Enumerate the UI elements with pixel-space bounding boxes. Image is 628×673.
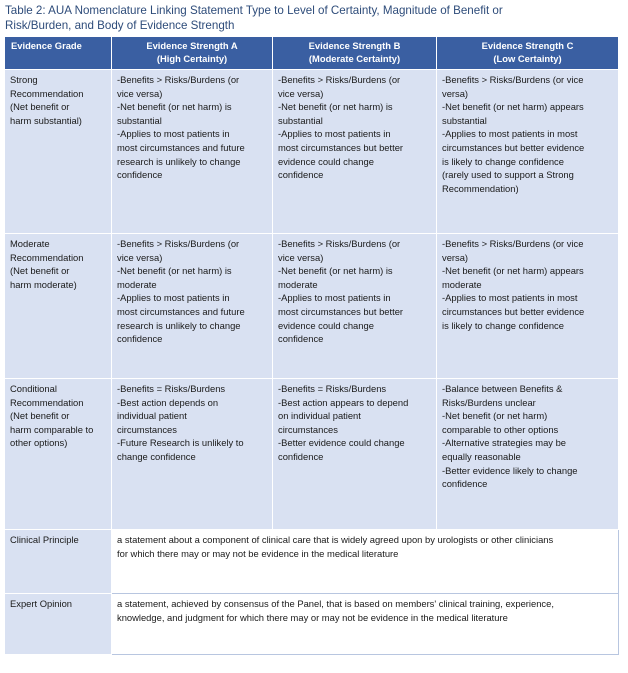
principle-text-line-2: for which there may or may not be evidence in the medical literature <box>117 547 399 559</box>
cell-line: confidence <box>117 169 163 181</box>
cell-line: Recommendation <box>10 396 84 408</box>
header-strength-a-sub: (High Certainty) <box>156 53 228 64</box>
cell-line: -Net benefit (or net harm) appears <box>442 101 584 113</box>
header-strength-b-sub: (Moderate Certainty) <box>308 53 401 64</box>
cell-line: -Net benefit (or net harm) is <box>278 265 393 277</box>
cell-moderate-b <box>273 234 437 379</box>
row-strong <box>5 70 619 234</box>
cell-line: substantial <box>278 114 323 126</box>
principle-text-line-1: a statement about a component of clinical care that is widely agreed upon by urologists or other clinicians <box>117 534 554 545</box>
cell-line: change confidence <box>117 450 196 462</box>
header-strength-b <box>273 37 437 70</box>
cell-line: most circumstances but better <box>278 141 404 153</box>
cell-line: substantial <box>442 114 487 126</box>
cell-line: versa) <box>442 251 469 263</box>
cell-line: is likely to change confidence <box>442 155 564 167</box>
cell-line: confidence <box>278 169 324 181</box>
cell-line: harm comparable to <box>10 423 94 435</box>
cell-line: individual patient <box>117 410 187 422</box>
cell-line: (Net benefit or <box>10 410 70 422</box>
cell-line: -Applies to most patients in <box>278 128 391 140</box>
cell-line: -Future Research is unlikely to <box>117 437 244 449</box>
cell-strong-c <box>437 70 619 234</box>
header-row <box>5 37 619 70</box>
cell-line: -Benefits > Risks/Burdens (or <box>117 238 240 249</box>
cell-line: -Net benefit (or net harm) <box>442 410 548 422</box>
cell-line: Strong <box>10 74 38 85</box>
cell-line: moderate <box>278 278 318 290</box>
cell-line: research is unlikely to change <box>117 319 241 331</box>
cell-line: -Applies to most patients in most <box>442 292 578 304</box>
cell-strong-a <box>112 70 273 234</box>
table-caption <box>5 3 605 33</box>
cell-line: -Benefits > Risks/Burdens (or <box>117 74 240 85</box>
header-strength-a-title: Evidence Strength A <box>146 40 238 51</box>
cell-line: most circumstances and future <box>117 141 245 153</box>
cell-line: -Applies to most patients in <box>117 292 230 304</box>
cell-line: -Best action depends on <box>117 396 219 408</box>
cell-line: (Net benefit or <box>10 101 70 113</box>
cell-line: Moderate <box>10 238 50 249</box>
cell-line: Recommendation <box>10 251 84 263</box>
cell-line: research is unlikely to change <box>117 155 241 167</box>
cell-line: -Net benefit (or net harm) is <box>278 101 393 113</box>
row-moderate <box>5 234 619 379</box>
cell-moderate-grade <box>5 234 112 379</box>
cell-line: most circumstances but better <box>278 305 404 317</box>
cell-line: -Benefits = Risks/Burdens <box>117 383 226 394</box>
cell-line: -Better evidence likely to change <box>442 464 578 476</box>
expert-text-line-2: knowledge, and judgment for which there may or may not be evidence in the medical literature <box>117 611 508 623</box>
cell-line: -Benefits > Risks/Burdens (or vice <box>442 74 584 85</box>
cell-moderate-a <box>112 234 273 379</box>
cell-line: -Applies to most patients in most <box>442 128 578 140</box>
header-strength-c-sub: (Low Certainty) <box>493 53 562 64</box>
cell-conditional-b <box>273 379 437 530</box>
cell-line: vice versa) <box>278 251 324 263</box>
cell-line: confidence <box>117 333 163 345</box>
cell-line: versa) <box>442 87 469 99</box>
cell-line: confidence <box>442 478 488 490</box>
cell-line: -Applies to most patients in <box>278 292 391 304</box>
cell-line: evidence could change <box>278 319 374 331</box>
cell-line: confidence <box>278 333 324 345</box>
cell-line: other options) <box>10 437 68 449</box>
cell-line: -Net benefit (or net harm) is <box>117 265 232 277</box>
caption-line-1: Table 2: AUA Nomenclature Linking Statement Type to Level of Certainty, Magnitude of Benefit or <box>5 4 503 17</box>
cell-conditional-grade <box>5 379 112 530</box>
cell-line: vice versa) <box>278 87 324 99</box>
cell-line: -Net benefit (or net harm) is <box>117 101 232 113</box>
cell-line: circumstances <box>117 423 177 435</box>
cell-expert-label: Expert Opinion <box>5 594 112 655</box>
cell-strong-b <box>273 70 437 234</box>
cell-conditional-c <box>437 379 619 530</box>
cell-line: -Balance between Benefits & <box>442 383 563 394</box>
cell-line: harm substantial) <box>10 114 82 126</box>
cell-line: vice versa) <box>117 251 163 263</box>
caption-line-2: Risk/Burden, and Body of Evidence Strength <box>5 19 235 32</box>
cell-line: -Net benefit (or net harm) appears <box>442 265 584 277</box>
header-strength-b-title: Evidence Strength B <box>308 40 401 51</box>
cell-line: Recommendation) <box>442 182 519 194</box>
header-strength-a <box>112 37 273 70</box>
cell-strong-grade <box>5 70 112 234</box>
cell-line: on individual patient <box>278 410 361 422</box>
cell-line: -Benefits > Risks/Burdens (or vice <box>442 238 584 249</box>
cell-line: circumstances <box>278 423 338 435</box>
cell-principle-label: Clinical Principle <box>5 530 112 594</box>
cell-line: -Best action appears to depend <box>278 396 409 408</box>
cell-line: -Benefits = Risks/Burdens <box>278 383 387 394</box>
cell-line: -Alternative strategies may be <box>442 437 567 449</box>
row-conditional <box>5 379 619 530</box>
cell-line: -Benefits > Risks/Burdens (or <box>278 74 401 85</box>
header-strength-c <box>437 37 619 70</box>
row-expert-opinion <box>5 594 619 655</box>
cell-line: confidence <box>278 450 324 462</box>
cell-line: -Applies to most patients in <box>117 128 230 140</box>
cell-conditional-a <box>112 379 273 530</box>
cell-principle-text <box>112 530 619 594</box>
cell-line: harm moderate) <box>10 278 77 290</box>
cell-line: moderate <box>442 278 482 290</box>
expert-text-line-1: a statement, achieved by consensus of the Panel, that is based on members' clinical training, experience, <box>117 598 554 609</box>
cell-line: comparable to other options <box>442 423 559 435</box>
cell-line: vice versa) <box>117 87 163 99</box>
cell-line: circumstances but better evidence <box>442 141 585 153</box>
cell-line: equally reasonable <box>442 450 521 462</box>
cell-line: Risks/Burdens unclear <box>442 396 536 408</box>
cell-line: -Benefits > Risks/Burdens (or <box>278 238 401 249</box>
cell-moderate-c <box>437 234 619 379</box>
cell-line: Conditional <box>10 383 57 394</box>
cell-line: evidence could change <box>278 155 374 167</box>
cell-line: most circumstances and future <box>117 305 245 317</box>
cell-line: moderate <box>117 278 157 290</box>
row-clinical-principle <box>5 530 619 594</box>
header-strength-c-title: Evidence Strength C <box>481 40 574 51</box>
evidence-table <box>4 36 619 655</box>
cell-line: is likely to change confidence <box>442 319 564 331</box>
cell-line: (rarely used to support a Strong <box>442 169 574 181</box>
cell-line: substantial <box>117 114 162 126</box>
cell-line: Recommendation <box>10 87 84 99</box>
cell-line: (Net benefit or <box>10 265 70 277</box>
cell-line: circumstances but better evidence <box>442 305 585 317</box>
cell-expert-text <box>112 594 619 655</box>
cell-line: -Better evidence could change <box>278 437 405 449</box>
header-evidence-grade: Evidence Grade <box>5 37 112 70</box>
